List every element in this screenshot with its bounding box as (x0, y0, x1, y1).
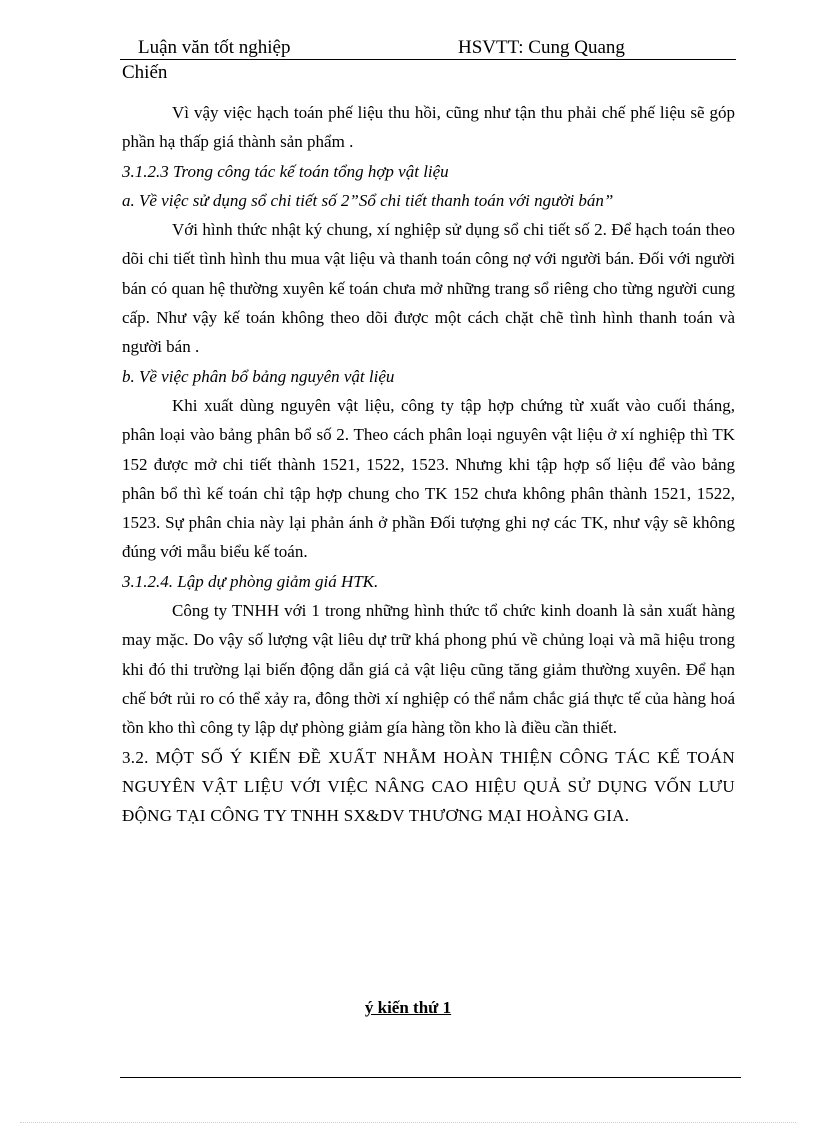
header-title: Luận văn tốt nghiệp (138, 37, 291, 58)
paragraph-material-issue: Khi xuất dùng nguyên vật liệu, công ty tập hợp chứng từ xuất vào cuối tháng, phân loại vào bảng phân bổ số 2. Theo cách phân loại nguyên vật liệu ở xí nghiệp thì TK 152 được mở chi tiết thành 1521, 1522, 1523. Nhưng khi tập hợp số liệu để vào bảng phân bổ thì kế toán chỉ tập hợp chung cho TK 152 chưa không phân thành 1521, 1522, 1523. Sự phân chia này lại phản ánh ở phần Đối tượng ghi nợ các TK, như vậy sẽ không đúng với mẫu biểu kế toán. (122, 395, 735, 562)
heading-3-1-2-3: 3.1.2.3 Trong công tác kế toán tổng hợp vật liệu (122, 161, 449, 181)
heading-3-1-2-4: 3.1.2.4. Lập dự phòng giảm giá HTK. (122, 571, 379, 591)
opinion-title: ý kiến thứ 1 (364, 998, 452, 1017)
page-header (120, 37, 736, 60)
footer-divider (120, 1077, 741, 1078)
header-author: HSVTT: Cung Quang (458, 37, 625, 58)
heading-a-detail-book: a. Về việc sử dụng sổ chi tiết số 2”Sổ chi tiết thanh toán với người bán” (122, 190, 614, 210)
header-author-continuation: Chiến (122, 62, 168, 83)
paragraph-scrap-recovery: Vì vậy việc hạch toán phế liệu thu hồi, cũng như tận thu phải chế phế liệu sẽ góp phần hạ thấp giá thành sản phẩm . (122, 103, 735, 152)
heading-b-allocation: b. Về việc phân bổ bảng nguyên vật liệu (122, 366, 395, 386)
section-heading-3-2: 3.2. MỘT SỐ Ý KIẾN ĐỀ XUẤT NHẰM HOÀN THIỆN CÔNG TÁC KẾ TOÁN NGUYÊN VẬT LIỆU VỚI VIỆC NÂNG CAO HIỆU QUẢ SỬ DỤNG VỐN LƯU ĐỘNG TẠI CÔNG TY TNHH SX&DV THƯƠNG MẠI HOÀNG GIA. (122, 747, 735, 826)
document-body (122, 98, 735, 830)
paragraph-provision: Công ty TNHH với 1 trong những hình thức tổ chức kinh doanh là sản xuất hàng may mặc. Do vậy số lượng vật liêu dự trữ khá phong phú về chủng loại và mã hiệu trong khi đó thi trường lại biến động dẫn giá cả vật liệu cũng tăng giảm thường xuyên. Để hạn chế bớt rủi ro có thể xảy ra, đông thời xí nghiệp có thể nắm chắc giá thực tế của hàng hoá tồn kho thì công ty lập dự phòng giảm gía hàng tồn kho là điều cần thiết. (122, 601, 735, 738)
paragraph-journal-form: Với hình thức nhật ký chung, xí nghiệp sử dụng sổ chi tiết số 2. Để hạch toán theo dõi chi tiết tình hình thu mua vật liệu và thanh toán công nợ với người bán. Đối với người bán có quan hệ thường xuyên kế toán chưa mở những trang sổ riêng cho từng người cung cấp. Như vậy kế toán không theo dõi được một cách chặt chẽ tình hình thanh toán và người bán . (122, 220, 735, 357)
